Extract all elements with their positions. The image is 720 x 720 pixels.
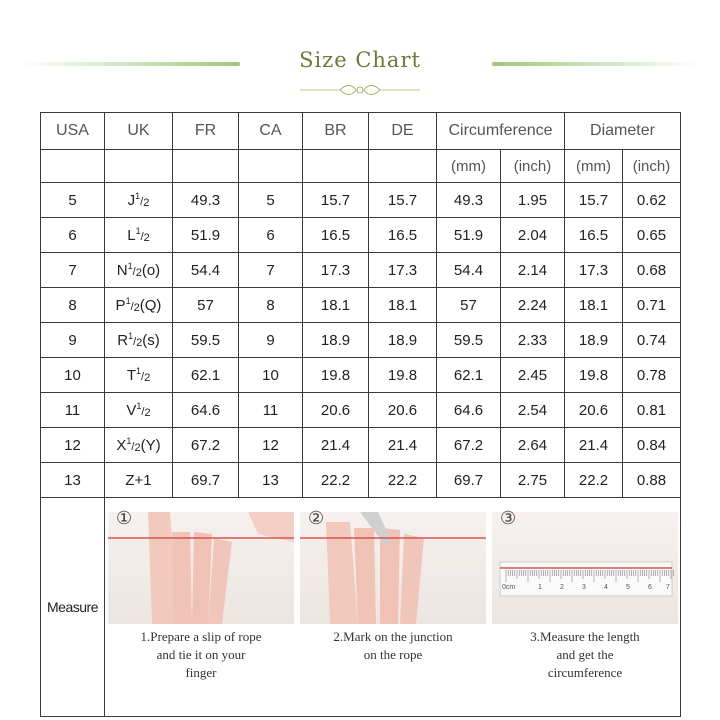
table-row [41,393,681,428]
table-row [41,218,681,253]
empty-cell [41,150,105,183]
uk-alt-size: (Y) [140,437,161,454]
cell-dia-mm: 20.6 [565,393,623,428]
cell-de: 21.4 [369,428,437,463]
table-row [41,253,681,288]
cell-usa: 13 [41,463,105,498]
uk-fraction-denominator: 2 [135,267,142,279]
ruler-number: 6 [648,584,652,591]
cell-uk: $V^1/_2$ [105,393,173,428]
header-fr: FR [173,113,239,150]
subheader-row [41,150,681,183]
cell-ca: 12 [239,428,303,463]
caption-line: and get the [556,647,614,662]
cell-de: 17.3 [369,253,437,288]
ruler-number: 5 [626,584,630,591]
uk-fraction-denominator: 2 [136,337,143,349]
table-row [41,323,681,358]
cell-usa: 7 [41,253,105,288]
cell-uk: $X^1/_2(Y)$ [105,428,173,463]
cell-de: 16.5 [369,218,437,253]
cell-ca: 10 [239,358,303,393]
cell-ca: 6 [239,218,303,253]
cell-fr: 59.5 [173,323,239,358]
uk-alt-size: (s) [142,332,160,349]
cell-usa: 8 [41,288,105,323]
cell-ca: 9 [239,323,303,358]
cell-fr: 51.9 [173,218,239,253]
cell-ca: 11 [239,393,303,428]
uk-alt-size: (Q) [139,297,162,314]
cell-br: 16.5 [303,218,369,253]
cell-br: 17.3 [303,253,369,288]
subheader-dia-inch: (inch) [623,150,681,183]
cell-uk: $N^1/_2(o)$ [105,253,173,288]
caption-line: 3.Measure the length [530,629,640,644]
empty-cell [173,150,239,183]
uk-letter: Z+1 [125,471,152,489]
ruler-number: 3 [582,584,586,591]
caption-line: 1.Prepare a slip of rope [140,629,262,644]
cell-de: 19.8 [369,358,437,393]
uk-fraction-numerator: 1 [126,436,132,446]
cell-circ-inch: 2.24 [501,288,565,323]
cell-uk [105,463,173,498]
cell-dia-inch: 0.62 [623,183,681,218]
cell-uk: $P^1/_2(Q)$ [105,288,173,323]
cell-dia-inch: 0.65 [623,218,681,253]
uk-fraction-numerator: 1 [135,366,141,376]
cell-dia-inch: 0.81 [623,393,681,428]
measure-label: Measure [47,598,98,615]
cell-dia-inch: 0.68 [623,253,681,288]
empty-cell [369,150,437,183]
uk-fraction-denominator: 2 [143,232,150,244]
uk-letter: N [116,262,128,279]
step-number: ① [116,508,133,529]
uk-fraction-denominator: 2 [143,197,150,209]
cell-circ-inch: 2.45 [501,358,565,393]
cell-dia-mm: 18.9 [565,323,623,358]
cell-circ-mm: 49.3 [437,183,501,218]
cell-dia-mm: 22.2 [565,463,623,498]
ruler-number: 2 [560,584,564,591]
uk-letter: L [127,227,136,244]
cell-circ-inch: 2.33 [501,323,565,358]
cell-circ-mm: 51.9 [437,218,501,253]
uk-fraction-denominator: 2 [144,372,151,384]
cell-dia-mm: 15.7 [565,183,623,218]
cell-br: 18.9 [303,323,369,358]
cell-de: 18.1 [369,288,437,323]
cell-ca: 7 [239,253,303,288]
empty-cell [303,150,369,183]
measure-step-1 [108,508,294,712]
cell-circ-mm: 69.7 [437,463,501,498]
caption-line: and tie it on your [156,647,246,662]
cell-ca: 8 [239,288,303,323]
uk-letter: X [116,437,127,454]
cell-uk: $T^1/_2$ [105,358,173,393]
table-row [41,428,681,463]
ruler-number: 7 [666,584,670,591]
cell-circ-inch: 2.04 [501,218,565,253]
cell-circ-inch: 2.54 [501,393,565,428]
header-ca: CA [239,113,303,150]
uk-fraction-denominator: 2 [133,302,140,314]
cell-dia-mm: 17.3 [565,253,623,288]
cell-circ-mm: 67.2 [437,428,501,463]
measure-label-cell [41,498,105,717]
header-de: DE [369,113,437,150]
cell-ca: 13 [239,463,303,498]
ruler-number: 4 [604,584,608,591]
header-br: BR [303,113,369,150]
cell-br: 15.7 [303,183,369,218]
ornament-icon [300,82,420,98]
uk-fraction-numerator: 1 [127,261,133,271]
cell-usa: 6 [41,218,105,253]
cell-uk: $L^1/_2$ [105,218,173,253]
cell-circ-mm: 64.6 [437,393,501,428]
cell-dia-inch: 0.78 [623,358,681,393]
ruler-icon [492,512,678,624]
cell-usa: 10 [41,358,105,393]
ruler-number-labels [492,584,678,594]
cell-circ-inch: 2.75 [501,463,565,498]
cell-usa: 11 [41,393,105,428]
cell-br: 20.6 [303,393,369,428]
table-row [41,288,681,323]
measure-steps [104,500,680,718]
title-decor-line-right [492,62,700,66]
caption-line: on the rope [363,647,423,662]
cell-br: 18.1 [303,288,369,323]
uk-letter: J [127,192,136,209]
cell-de: 22.2 [369,463,437,498]
cell-dia-inch: 0.74 [623,323,681,358]
step-caption [108,628,294,682]
uk-letter: V [126,402,137,419]
cell-usa: 5 [41,183,105,218]
uk-fraction-denominator: 2 [144,407,151,419]
cell-circ-inch: 1.95 [501,183,565,218]
ruler-image [492,512,678,624]
cell-dia-inch: 0.88 [623,463,681,498]
cell-fr: 67.2 [173,428,239,463]
step-caption [492,628,678,682]
empty-cell [105,150,173,183]
subheader-circ-mm: (mm) [437,150,501,183]
cell-dia-mm: 16.5 [565,218,623,253]
cell-br: 22.2 [303,463,369,498]
cell-usa: 12 [41,428,105,463]
cell-fr: 49.3 [173,183,239,218]
cell-circ-mm: 62.1 [437,358,501,393]
cell-circ-inch: 2.14 [501,253,565,288]
table-row [41,463,681,498]
uk-letter: P [115,297,126,314]
subheader-circ-inch: (inch) [501,150,565,183]
cell-de: 20.6 [369,393,437,428]
cell-uk: $J^1/_2$ [105,183,173,218]
cell-dia-mm: 19.8 [565,358,623,393]
cell-dia-inch: 0.84 [623,428,681,463]
uk-fraction-numerator: 1 [135,191,141,201]
mark-rope-image [300,512,486,624]
cell-circ-inch: 2.64 [501,428,565,463]
cell-de: 18.9 [369,323,437,358]
cell-circ-mm: 59.5 [437,323,501,358]
step-number: ② [308,508,325,529]
caption-line: 2.Mark on the junction [333,629,453,644]
subheader-dia-mm: (mm) [565,150,623,183]
caption-line: finger [185,665,217,680]
ruler-number: 1 [538,584,542,591]
uk-fraction-denominator: 2 [134,442,141,454]
cell-dia-inch: 0.71 [623,288,681,323]
table-row [41,358,681,393]
measure-step-2 [300,508,486,712]
uk-fraction-numerator: 1 [135,226,141,236]
table-row [41,183,681,218]
cell-fr: 62.1 [173,358,239,393]
uk-letter: R [117,332,129,349]
measure-step-3 [492,508,678,712]
cell-fr: 69.7 [173,463,239,498]
ruler-unit-label: 0cm [502,584,516,591]
title-area [0,44,720,104]
caption-line: circumference [547,665,623,680]
cell-br: 19.8 [303,358,369,393]
cell-de: 15.7 [369,183,437,218]
uk-fraction-numerator: 1 [125,296,131,306]
cell-dia-mm: 18.1 [565,288,623,323]
header-circumference: Circumference [437,113,565,150]
page-title: Size Chart [299,48,421,72]
cell-usa: 9 [41,323,105,358]
cell-dia-mm: 21.4 [565,428,623,463]
cell-fr: 54.4 [173,253,239,288]
cell-fr: 64.6 [173,393,239,428]
header-row [41,113,681,150]
cell-fr: 57 [173,288,239,323]
empty-cell [239,150,303,183]
cell-circ-mm: 54.4 [437,253,501,288]
header-diameter: Diameter [565,113,681,150]
uk-fraction-numerator: 1 [136,401,142,411]
cell-ca: 5 [239,183,303,218]
cell-uk: $R^1/_2(s)$ [105,323,173,358]
uk-letter: T [126,367,136,384]
uk-alt-size: (o) [141,262,161,279]
step-number: ③ [500,508,517,529]
cell-br: 21.4 [303,428,369,463]
step-caption [300,628,486,664]
header-usa: USA [41,113,105,150]
hand-rope-image [108,512,294,624]
cell-circ-mm: 57 [437,288,501,323]
uk-fraction-numerator: 1 [128,331,134,341]
header-uk: UK [105,113,173,150]
